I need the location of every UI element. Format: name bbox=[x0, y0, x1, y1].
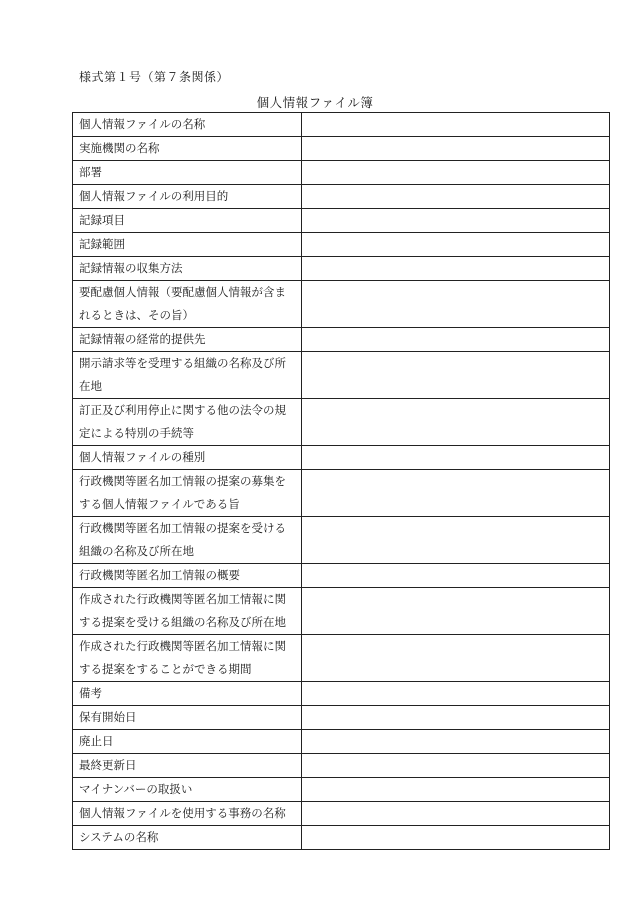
table-row bbox=[73, 826, 610, 850]
row-value[interactable] bbox=[302, 113, 610, 137]
document-title: 個人情報ファイル簿 bbox=[256, 95, 374, 110]
table-row bbox=[73, 281, 610, 328]
table-row bbox=[73, 113, 610, 137]
table-row bbox=[73, 517, 610, 564]
table-row bbox=[73, 706, 610, 730]
row-value[interactable] bbox=[302, 352, 610, 399]
row-label: 作成された行政機関等匿名加工情報に関する提案を受ける組織の名称及び所在地 bbox=[73, 588, 302, 635]
row-label: 行政機関等匿名加工情報の提案を受ける組織の名称及び所在地 bbox=[73, 517, 302, 564]
table-row bbox=[73, 802, 610, 826]
row-value[interactable] bbox=[302, 281, 610, 328]
row-value[interactable] bbox=[302, 470, 610, 517]
row-label: 行政機関等匿名加工情報の提案の募集をする個人情報ファイルである旨 bbox=[73, 470, 302, 517]
row-value[interactable] bbox=[302, 754, 610, 778]
table-row bbox=[73, 778, 610, 802]
row-value[interactable] bbox=[302, 185, 610, 209]
table-row bbox=[73, 233, 610, 257]
row-value[interactable] bbox=[302, 328, 610, 352]
personal-info-file-register-table bbox=[72, 112, 610, 850]
row-label: 個人情報ファイルの名称 bbox=[73, 113, 302, 137]
row-value[interactable] bbox=[302, 706, 610, 730]
table-row bbox=[73, 185, 610, 209]
table-row bbox=[73, 328, 610, 352]
row-value[interactable] bbox=[302, 517, 610, 564]
row-value[interactable] bbox=[302, 826, 610, 850]
table-row bbox=[73, 588, 610, 635]
row-label: 実施機関の名称 bbox=[73, 137, 302, 161]
row-label: 部署 bbox=[73, 161, 302, 185]
row-label: 訂正及び利用停止に関する他の法令の規定による特別の手続等 bbox=[73, 399, 302, 446]
row-value[interactable] bbox=[302, 233, 610, 257]
row-value[interactable] bbox=[302, 588, 610, 635]
table-row bbox=[73, 564, 610, 588]
table-row bbox=[73, 161, 610, 185]
table-row bbox=[73, 137, 610, 161]
table-row bbox=[73, 209, 610, 233]
row-value[interactable] bbox=[302, 730, 610, 754]
form-number: 様式第１号（第７条関係） bbox=[79, 70, 230, 84]
row-value[interactable] bbox=[302, 446, 610, 470]
row-value[interactable] bbox=[302, 635, 610, 682]
row-label: システムの名称 bbox=[73, 826, 302, 850]
row-value[interactable] bbox=[302, 399, 610, 446]
table-row bbox=[73, 399, 610, 446]
table-row bbox=[73, 635, 610, 682]
row-value[interactable] bbox=[302, 682, 610, 706]
row-label: 備考 bbox=[73, 682, 302, 706]
row-label: 行政機関等匿名加工情報の概要 bbox=[73, 564, 302, 588]
row-label: 個人情報ファイルの利用目的 bbox=[73, 185, 302, 209]
row-label: 作成された行政機関等匿名加工情報に関する提案をすることができる期間 bbox=[73, 635, 302, 682]
row-label: 記録情報の経常的提供先 bbox=[73, 328, 302, 352]
row-label: 記録範囲 bbox=[73, 233, 302, 257]
row-value[interactable] bbox=[302, 564, 610, 588]
table-row bbox=[73, 446, 610, 470]
row-label: マイナンバーの取扱い bbox=[73, 778, 302, 802]
table-row bbox=[73, 682, 610, 706]
table-row bbox=[73, 257, 610, 281]
table-row bbox=[73, 730, 610, 754]
table-row bbox=[73, 352, 610, 399]
row-label: 保有開始日 bbox=[73, 706, 302, 730]
row-value[interactable] bbox=[302, 161, 610, 185]
row-label: 要配慮個人情報（要配慮個人情報が含まれるときは、その旨） bbox=[73, 281, 302, 328]
table-row bbox=[73, 470, 610, 517]
row-label: 最終更新日 bbox=[73, 754, 302, 778]
table-row bbox=[73, 754, 610, 778]
row-label: 記録情報の収集方法 bbox=[73, 257, 302, 281]
row-value[interactable] bbox=[302, 778, 610, 802]
row-label: 個人情報ファイルを使用する事務の名称 bbox=[73, 802, 302, 826]
row-value[interactable] bbox=[302, 257, 610, 281]
row-label: 記録項目 bbox=[73, 209, 302, 233]
row-value[interactable] bbox=[302, 209, 610, 233]
row-value[interactable] bbox=[302, 137, 610, 161]
row-value[interactable] bbox=[302, 802, 610, 826]
row-label: 個人情報ファイルの種別 bbox=[73, 446, 302, 470]
row-label: 開示請求等を受理する組織の名称及び所在地 bbox=[73, 352, 302, 399]
row-label: 廃止日 bbox=[73, 730, 302, 754]
